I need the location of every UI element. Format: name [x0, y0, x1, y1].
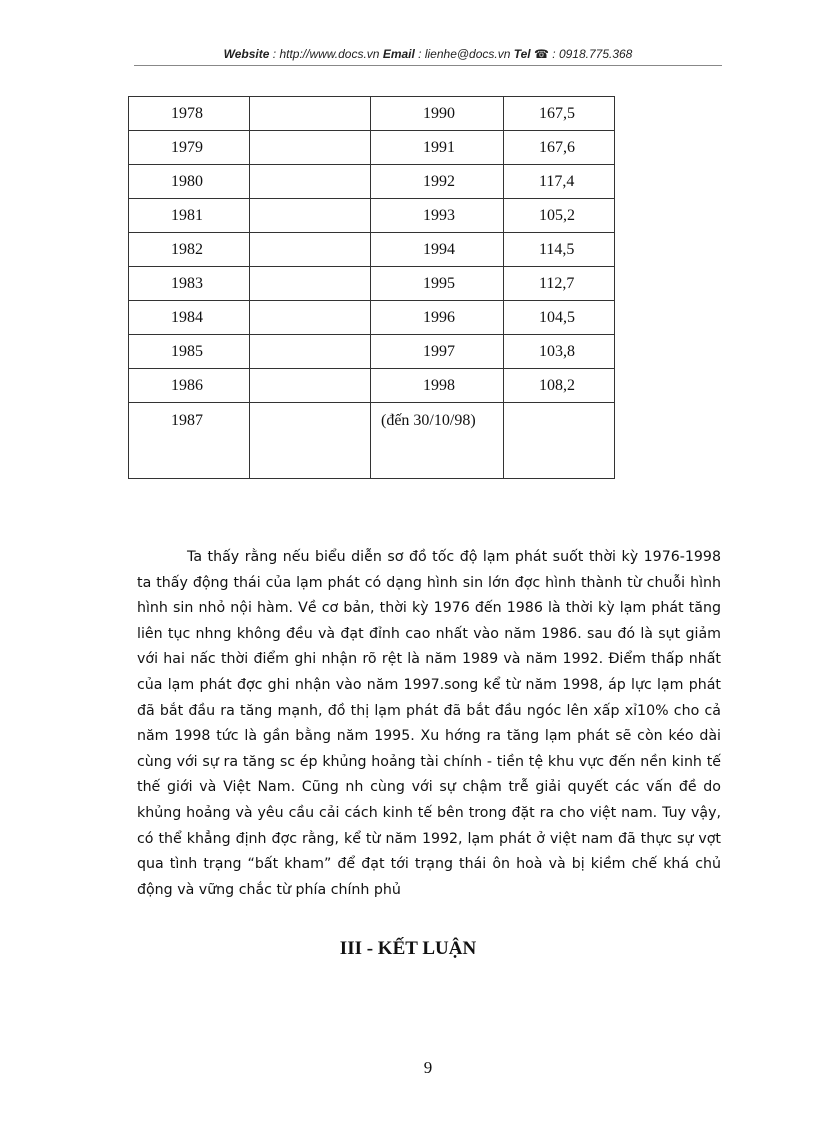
header-divider: [134, 65, 722, 66]
table-cell: 108,2: [504, 369, 615, 403]
table-row: [129, 165, 615, 199]
section-heading: III - KẾT LUẬN: [339, 938, 477, 959]
page-header: [134, 47, 722, 61]
tel-label: Tel ☎: [513, 47, 549, 61]
table-cell: 1994: [371, 233, 504, 267]
website-value: : http://www.docs.vn: [269, 47, 383, 61]
table-cell: [250, 335, 371, 369]
table-cell: 167,5: [504, 97, 615, 131]
table-cell: 104,5: [504, 301, 615, 335]
table-cell: 167,6: [504, 131, 615, 165]
body-text: [137, 545, 721, 903]
table-cell: [250, 301, 371, 335]
page-number: 9: [423, 1058, 433, 1077]
table-row: [129, 335, 615, 369]
table-cell: 1986: [129, 369, 250, 403]
table-row: [129, 369, 615, 403]
table-cell: 1982: [129, 233, 250, 267]
table-cell: 1992: [371, 165, 504, 199]
body-paragraph: Ta thấy rằng nếu biểu diễn sơ đồ tốc độ lạm phát suốt thời kỳ 1976-1998 ta thấy động thái của lạm phát có dạng hình sin lớn đợc hình thành từ chuỗi hình hình sin nhỏ nội hàm. Về cơ bản, thời kỳ 1976 đến 1986 là thời kỳ lạm phát tăng liên tục nhng không đều và đạt đỉnh cao nhất vào năm 1986. sau đó là sụt giảm với hai nấc thời điểm ghi nhận rõ rệt là năm 1989 và năm 1992. Điểm thấp nhất của lạm phát đợc ghi nhận vào năm 1997.song kể từ năm 1998, áp lực lạm phát đã bắt đầu ra tăng mạnh, đồ thị lạm phát đã bắt đầu ngóc lên xấp xỉ10% cho cả năm 1998 tức là gần bằng năm 1995. Xu hớng ra tăng lạm phát sẽ còn kéo dài cùng với sự ra tăng sc ép khủng hoảng tài chính - tiền tệ khu vực đến nền kinh tế thế giới và Việt Nam. Cũng nh cùng với sự chậm trễ giải quyết các vấn đề do khủng hoảng và yêu cầu cải cách kinh tế bên trong đặt ra cho việt nam. Tuy vậy, có thể khẳng định đợc rằng, kể từ năm 1992, lạm phát ở việt nam đã thực sự vợt qua tình trạng “bất kham” để đạt tới trạng thái ôn hoà và bị kiềm chế khá chủ động và vững chắc từ phía chính phủ: [137, 549, 721, 898]
table-row: [129, 199, 615, 233]
table-cell: [250, 369, 371, 403]
table-cell: 105,2: [504, 199, 615, 233]
table-cell: [250, 267, 371, 301]
table-row: [129, 267, 615, 301]
table-cell: 117,4: [504, 165, 615, 199]
table-cell: [250, 233, 371, 267]
table-cell: (đến 30/10/98): [371, 403, 504, 479]
email-value: : lienhe@docs.vn: [414, 47, 514, 61]
table-cell: 1998: [371, 369, 504, 403]
table-cell: 1985: [129, 335, 250, 369]
table-cell: 1981: [129, 199, 250, 233]
table-cell: [250, 165, 371, 199]
table-row: [129, 301, 615, 335]
table-cell: [250, 403, 371, 479]
table-row: [129, 97, 615, 131]
table-cell: 1993: [371, 199, 504, 233]
email-label: Email: [382, 47, 415, 61]
table-cell: 103,8: [504, 335, 615, 369]
table-cell: 1983: [129, 267, 250, 301]
table-cell: 112,7: [504, 267, 615, 301]
table-cell: 114,5: [504, 233, 615, 267]
table-cell: 1991: [371, 131, 504, 165]
table-cell: 1978: [129, 97, 250, 131]
table-row: [129, 403, 615, 479]
table-cell: [504, 403, 615, 479]
table-cell: 1979: [129, 131, 250, 165]
table-cell: 1984: [129, 301, 250, 335]
table-cell: [250, 199, 371, 233]
table-cell: 1997: [371, 335, 504, 369]
table-cell: 1980: [129, 165, 250, 199]
inflation-table: [128, 96, 615, 479]
table-cell: 1995: [371, 267, 504, 301]
table-cell: [250, 97, 371, 131]
table-cell: 1996: [371, 301, 504, 335]
website-label: Website: [223, 47, 270, 61]
table-cell: 1987: [129, 403, 250, 479]
table-row: [129, 233, 615, 267]
table-cell: [250, 131, 371, 165]
tel-value: : 0918.775.368: [548, 47, 633, 61]
table-cell: 1990: [371, 97, 504, 131]
table-row: [129, 131, 615, 165]
